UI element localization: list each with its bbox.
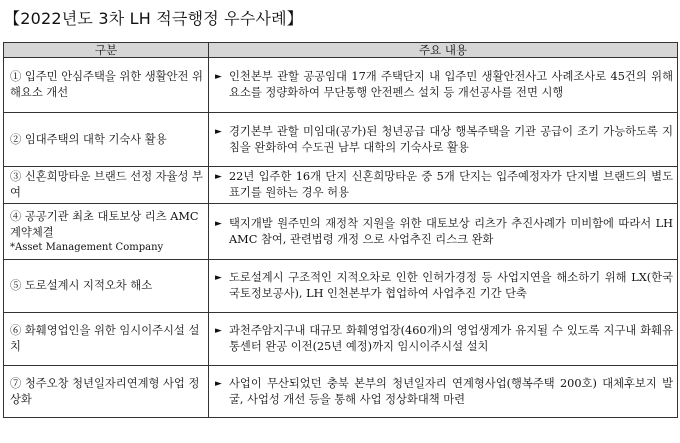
category-text: ① 입주민 안심주택을 위한 생활안전 위해요소 개선 xyxy=(10,70,203,99)
content-text: 사업이 무산되었던 충북 본부의 청년일자리 연계형사업(행복주택 200호) 대체후보지 발굴, 사업성 개선 등을 통해 사업 정상화대책 마련 xyxy=(229,376,673,406)
bullet-icon: ► xyxy=(215,273,222,283)
row-category xyxy=(4,204,209,260)
row-category xyxy=(4,313,209,366)
row-content xyxy=(209,167,678,204)
category-text: ② 임대주택의 대학 기숙사 활용 xyxy=(10,132,167,146)
header-content: 주요 내용 xyxy=(209,43,678,58)
table-row xyxy=(4,113,678,167)
category-text: ⑥ 화훼영업인을 위한 임시이주시설 설치 xyxy=(10,324,200,353)
content-text: 경기본부 관할 미임대(공가)된 청년공급 대상 행복주택을 기관 공급이 조기 가능하도록 지침을 완화하여 수도권 남부 대학의 기숙사로 활용 xyxy=(229,124,673,154)
table-row xyxy=(4,58,678,113)
row-category xyxy=(4,167,209,204)
table-row xyxy=(4,313,678,366)
row-category xyxy=(4,366,209,418)
table-header-row xyxy=(4,43,678,58)
row-content xyxy=(209,260,678,313)
category-text: ⑦ 청주오창 청년일자리연계형 사업 정상화 xyxy=(10,376,200,406)
bullet-icon: ► xyxy=(215,218,222,229)
row-content xyxy=(209,113,678,167)
row-content xyxy=(209,204,678,260)
content-text: 도로설계시 구조적인 지적오차로 인한 인허가경정 등 사업지연을 해소하기 위해 LX(한국국토정보공사), LH 인천본부가 협업하여 사업추진 기간 단축 xyxy=(229,271,673,300)
document-title: 【2022년도 3차 LH 적극행정 우수사례】 xyxy=(4,9,304,28)
header-category: 구분 xyxy=(4,43,209,58)
best-practices-table xyxy=(3,42,678,418)
content-text: 인천본부 관할 공공임대 17개 주택단지 내 입주민 생활안전사고 사례조사로 45건의 위해요소를 정량화하여 무단통행 안전펜스 설치 등 개선공사를 전면 시행 xyxy=(229,70,673,99)
row-category xyxy=(4,58,209,113)
row-content xyxy=(209,313,678,366)
row-content xyxy=(209,366,678,418)
row-category xyxy=(4,260,209,313)
bullet-icon: ► xyxy=(215,378,222,389)
row-category xyxy=(4,113,209,167)
content-text: 22년 입주한 16개 단지 신혼희망타운 중 5개 단지는 입주예정자가 단지별 브랜드의 별도 표기를 원하는 경우 허용 xyxy=(229,170,673,199)
bullet-icon: ► xyxy=(215,326,222,336)
category-text: ④ 공공기관 최초 대토보상 리츠 AMC 계약체결 xyxy=(10,210,199,239)
content-text: 과천주암지구내 대규모 화훼영업장(460개)의 영업생계가 유지될 수 있도록 지구내 화훼유통센터 완공 이전(25년 예정)까지 임시이주시설 설치 xyxy=(229,324,673,353)
table-row xyxy=(4,260,678,313)
category-footnote: *Asset Management Company xyxy=(10,242,164,253)
bullet-icon: ► xyxy=(215,126,222,137)
table-row xyxy=(4,167,678,204)
table-row xyxy=(4,366,678,418)
category-text: ⑤ 도로설계시 지적오차 해소 xyxy=(10,279,153,292)
bullet-icon: ► xyxy=(215,72,222,82)
row-content xyxy=(209,58,678,113)
bullet-icon: ► xyxy=(215,172,222,182)
content-text: 택지개발 원주민의 재정착 지원을 위한 대토보상 리츠가 추진사례가 미비함에 따라서 LH AMC 참여, 관련법령 개정 으로 사업추진 리스크 완화 xyxy=(229,216,673,246)
table-row xyxy=(4,204,678,260)
category-text: ③ 신혼희망타운 브랜드 선정 자율성 부여 xyxy=(10,170,203,199)
